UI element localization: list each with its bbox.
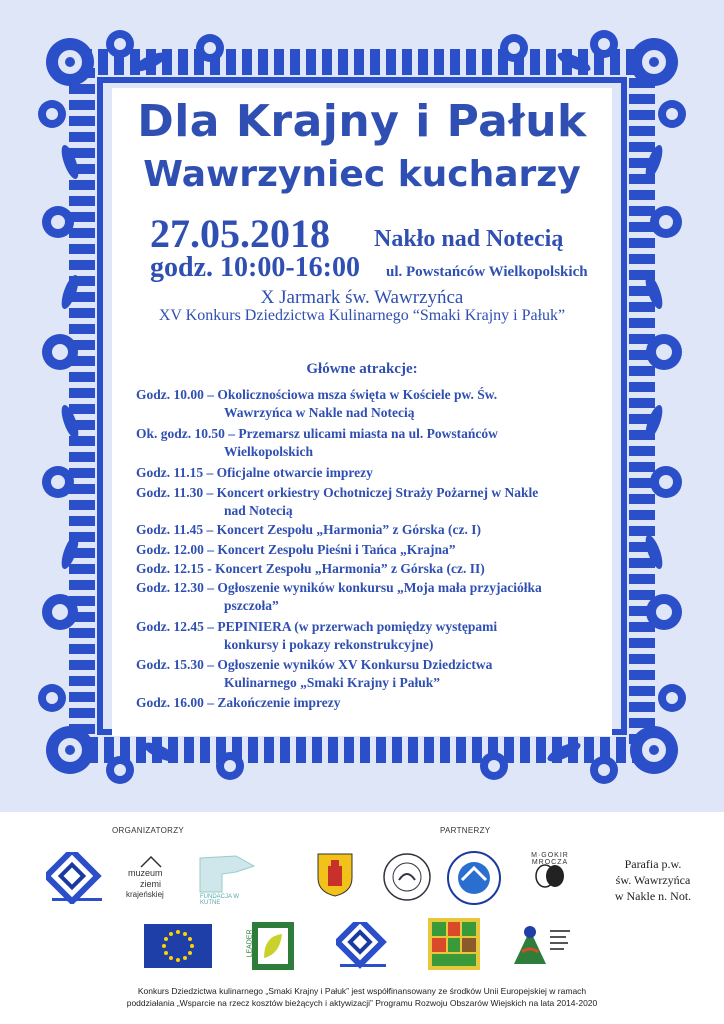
parafia-line-3: w Nakle n. Not. bbox=[614, 889, 692, 903]
partners-label: PARTNERZY bbox=[440, 826, 491, 835]
blue-circle-logo bbox=[446, 850, 502, 906]
eu-flag-logo bbox=[144, 924, 212, 968]
program-item: Godz. 12.15 - Koncert Zespołu „Harmonia” z Górska (cz. II) bbox=[136, 561, 485, 576]
fair-name: X Jarmark św. Wawrzyńca bbox=[260, 287, 464, 308]
program-item-cont: Kulinarnego „Smaki Krajny i Pałuk” bbox=[224, 675, 441, 690]
fundacja-shape-icon bbox=[196, 852, 260, 894]
round-seal-logo bbox=[382, 852, 432, 902]
leader-text: LEADER bbox=[246, 929, 254, 958]
program-item: Godz. 11.30 – Koncert orkiestry Ochotniczej Straży Pożarnej w Nakle bbox=[136, 485, 539, 500]
event-place: Nakło nad Notecią bbox=[374, 226, 564, 252]
poster-title: Dla Krajny i Pałuk bbox=[137, 96, 587, 147]
program-item: Godz. 11.45 – Koncert Zespołu „Harmonia” z Górska (cz. I) bbox=[136, 522, 481, 537]
muzeum-text-3: krajeńskiej bbox=[126, 890, 164, 899]
parafia-line-1: Parafia p.w. bbox=[624, 857, 682, 871]
program-item: Godz. 16.00 – Zakończenie imprezy bbox=[136, 695, 341, 710]
event-date: 27.05.2018 bbox=[150, 211, 330, 256]
organizers-label: ORGANIZATORZY bbox=[112, 826, 185, 835]
muzeum-logo bbox=[126, 856, 182, 904]
museum-roof-icon bbox=[140, 856, 162, 868]
event-hours: godz. 10:00-16:00 bbox=[150, 252, 360, 283]
attractions-heading: Główne atrakcje: bbox=[306, 361, 418, 377]
organizer-swirl-logo bbox=[46, 852, 108, 904]
program-item: Godz. 15.30 – Ogłoszenie wyników XV Konkursu Dziedzictwa bbox=[136, 657, 493, 672]
muzeum-text-2: ziemi bbox=[140, 879, 162, 889]
prow-logo bbox=[512, 922, 572, 968]
gokir-logo bbox=[520, 852, 580, 904]
program-item-cont: konkursy i pokazy rekonstrukcyjne) bbox=[224, 637, 434, 652]
parafia-label bbox=[598, 856, 708, 904]
funding-line-2: poddziałania „Wsparcie na rzecz kosztów bieżących i aktywizacji” Programu Rozwoju Obszarów Wiejskich na lata 2014-2020 bbox=[126, 998, 598, 1008]
program-item: Godz. 12.30 – Ogłoszenie wyników konkursu „Moja mała przyjaciółka bbox=[136, 580, 542, 595]
program-item: Godz. 12.00 – Koncert Zespołu Pieśni i Tańca „Krajna” bbox=[136, 542, 456, 557]
program-item-cont: Wielkopolskich bbox=[224, 444, 314, 459]
program-item-cont: pszczoła” bbox=[224, 598, 279, 613]
program-item: Godz. 12.45 – PEPINIERA (w przerwach pomiędzy występami bbox=[136, 619, 498, 634]
parafia-line-2: św. Wawrzyńca bbox=[615, 873, 691, 887]
funding-note bbox=[0, 985, 724, 1009]
program-item: Godz. 11.15 – Oficjalne otwarcie imprezy bbox=[136, 465, 373, 480]
program-item: Godz. 10.00 – Okolicznościowa msza święta w Kościele pw. Św. bbox=[136, 387, 498, 402]
leader-leaf-icon bbox=[252, 922, 294, 970]
program-item-cont: nad Notecią bbox=[224, 503, 293, 518]
gokir-text: M·GOKIR MROCZA bbox=[531, 852, 569, 866]
event-street: ul. Powstańców Wielkopolskich bbox=[386, 264, 588, 280]
theatre-masks-icon bbox=[534, 864, 566, 888]
program-item: Ok. godz. 10.50 – Przemarsz ulicami miasta na ul. Powstańców bbox=[136, 426, 498, 441]
fundacja-logo bbox=[196, 852, 260, 906]
leader-logo bbox=[244, 922, 294, 970]
fundacja-text: FUNDACJA W KUTNE bbox=[200, 894, 239, 906]
coat-of-arms-logo bbox=[316, 852, 354, 898]
swirl-logo-2 bbox=[336, 922, 392, 970]
muzeum-text-1: muzeum bbox=[128, 868, 163, 878]
funding-line-1: Konkurs Dziedzictwa kulinarnego „Smaki Krajny i Pałuk” jest współfinansowany ze środków Unii Europejskiej w ramach bbox=[137, 986, 587, 996]
program-item-cont: Wawrzyńca w Nakle nad Notecią bbox=[224, 405, 415, 420]
poster-subtitle: Wawrzyniec kucharzy bbox=[143, 154, 581, 195]
contest-name: XV Konkurs Dziedzictwa Kulinarnego “Smaki Krajny i Pałuk” bbox=[158, 307, 566, 324]
mosaic-logo bbox=[428, 918, 480, 970]
